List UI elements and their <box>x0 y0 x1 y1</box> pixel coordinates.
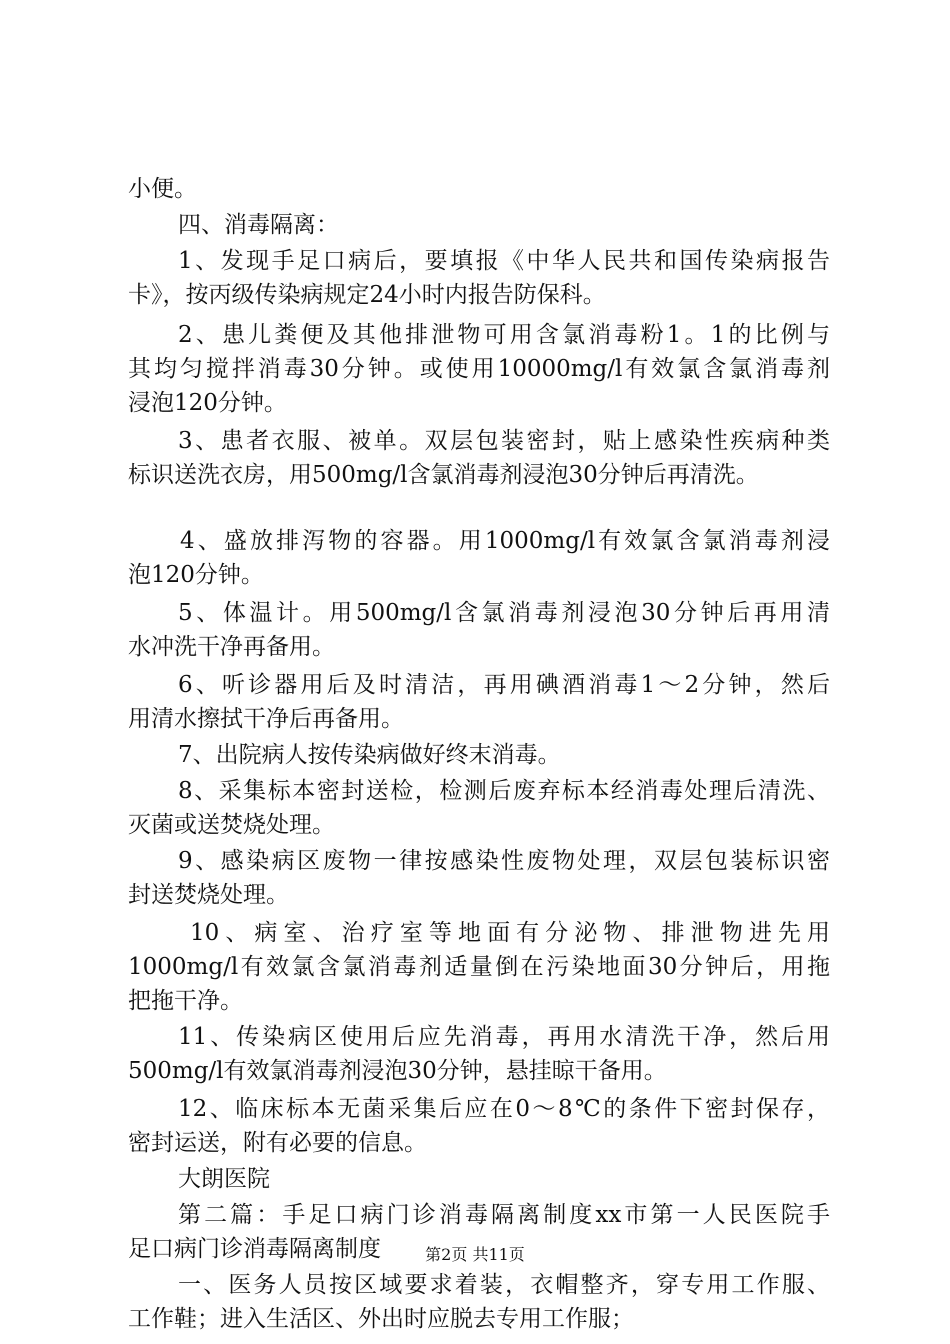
text-line: 12、临床标本无菌采集后应在0～8℃的条件下密封保存， <box>178 1096 830 1122</box>
text-line: 500mg/l有效氯消毒剂浸泡30分钟，悬挂晾干备用。 <box>128 1058 667 1084</box>
page-number: 第2页 共11页 <box>425 1245 525 1264</box>
section-heading: 四、消毒隔离： <box>178 212 339 238</box>
text-line: 浸泡120分钟。 <box>128 390 287 416</box>
text-line: 2、患儿粪便及其他排泄物可用含氯消毒粉1。1的比例与 <box>178 322 830 348</box>
text-line: 3、患者衣服、被单。双层包装密封，贴上感染性疾病种类 <box>178 428 830 454</box>
text-line: 封送焚烧处理。 <box>128 882 289 908</box>
chapter-title-cont: 足口病门诊消毒隔离制度 <box>128 1236 381 1262</box>
text-line: 卡》，按丙级传染病规定24小时内报告防保科。 <box>128 282 606 308</box>
text-line: 把拖干净。 <box>128 988 243 1014</box>
text-line: 其均匀搅拌消毒30分钟。或使用10000mg/l有效氯含氯消毒剂 <box>128 356 830 382</box>
text-line: 5、体温计。用500mg/l含氯消毒剂浸泡30分钟后再用清 <box>178 600 830 626</box>
chapter-title: 第二篇：手足口病门诊消毒隔离制度xx市第一人民医院手 <box>178 1202 830 1228</box>
hospital-name: 大朗医院 <box>178 1166 270 1192</box>
text-line: 1、发现手足口病后，要填报《中华人民共和国传染病报告 <box>178 248 830 274</box>
text-line: 密封运送，附有必要的信息。 <box>128 1130 427 1156</box>
text-line: 工作鞋；进入生活区、外出时应脱去专用工作服； <box>128 1306 634 1332</box>
text-line: 用清水擦拭干净后再备用。 <box>128 706 404 732</box>
text-line: 8、采集标本密封送检，检测后废弃标本经消毒处理后清洗、 <box>178 778 830 804</box>
text-line: 小便。 <box>128 176 197 202</box>
text-line: 4、盛放排泻物的容器。用1000mg/l有效氯含氯消毒剂浸 <box>180 528 830 554</box>
text-line: 灭菌或送焚烧处理。 <box>128 812 335 838</box>
text-line: 9、感染病区废物一律按感染性废物处理，双层包装标识密 <box>178 848 830 874</box>
text-line: 1000mg/l有效氯含氯消毒剂适量倒在污染地面30分钟后，用拖 <box>128 954 830 980</box>
text-line: 标识送洗衣房，用500mg/l含氯消毒剂浸泡30分钟后再清洗。 <box>128 462 759 488</box>
text-line: 泡120分钟。 <box>128 562 264 588</box>
text-line: 10、病室、治疗室等地面有分泌物、排泄物进先用 <box>190 920 830 946</box>
text-line: 11、传染病区使用后应先消毒，再用水清洗干净，然后用 <box>178 1024 830 1050</box>
text-line: 6、听诊器用后及时清洁，再用碘酒消毒1～2分钟，然后 <box>178 672 830 698</box>
text-line: 一、医务人员按区域要求着装，衣帽整齐，穿专用工作服、 <box>178 1272 830 1298</box>
text-line: 7、出院病人按传染病做好终末消毒。 <box>178 742 561 768</box>
text-line: 水冲洗干净再备用。 <box>128 634 335 660</box>
